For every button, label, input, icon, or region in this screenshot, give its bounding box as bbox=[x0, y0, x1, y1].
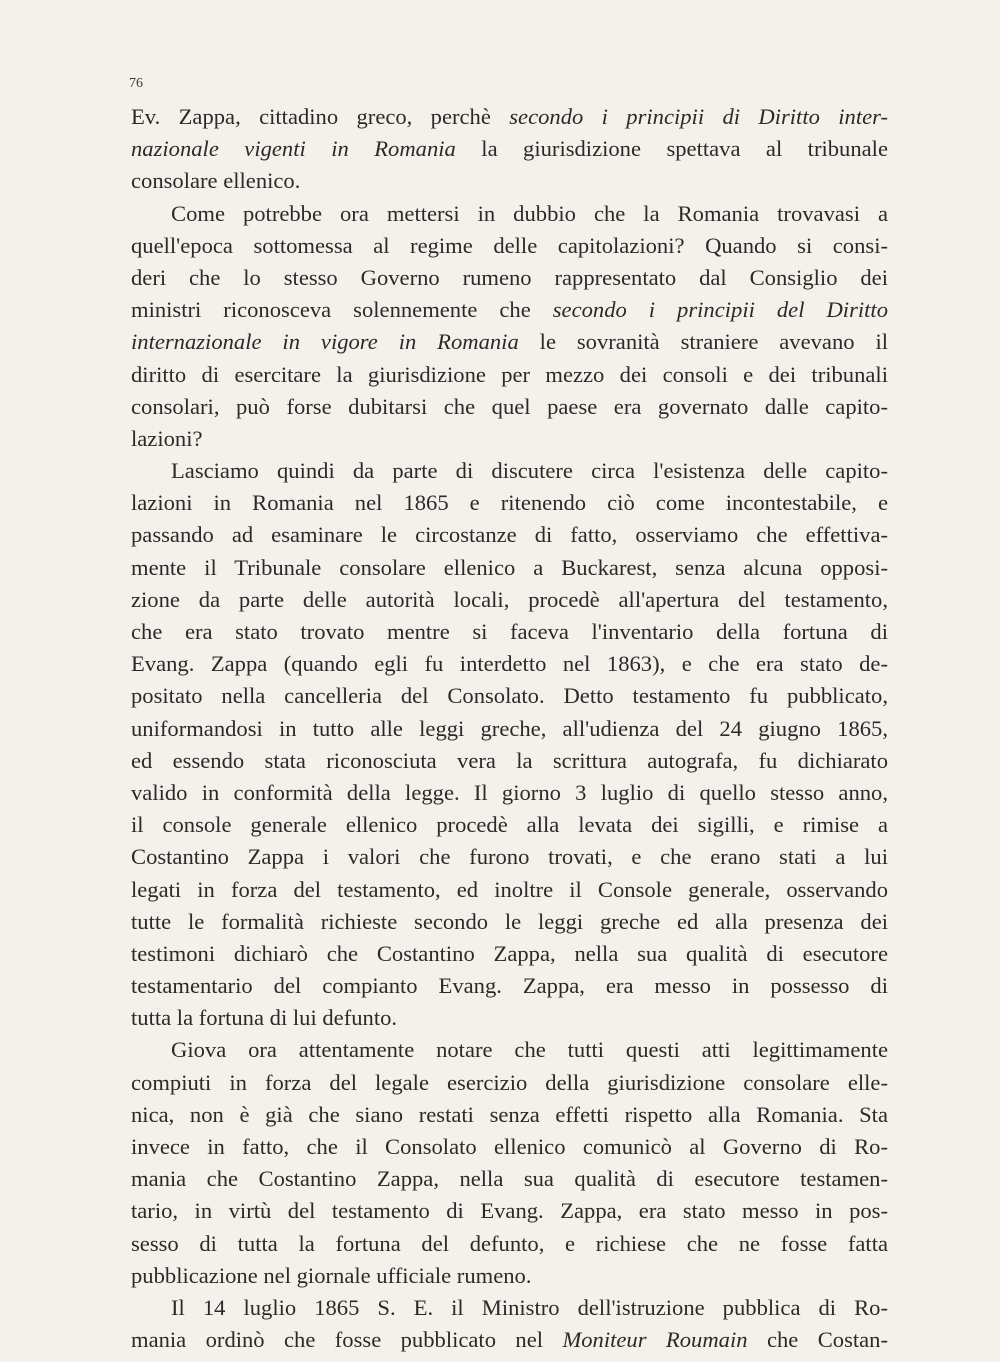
italic-text-segment: Moniteur Roumain bbox=[562, 1327, 748, 1353]
text-line bbox=[131, 487, 888, 519]
text-line bbox=[131, 1067, 888, 1099]
text-segment: deri che lo stesso Governo rumeno rappresentato dal Consiglio dei bbox=[131, 264, 888, 290]
text-segment: pubblicazione nel giornale ufficiale rumeno. bbox=[131, 1262, 532, 1288]
text-segment: le sovranità straniere avevano il bbox=[518, 329, 889, 355]
text-line bbox=[131, 1324, 888, 1356]
text-line bbox=[131, 294, 888, 326]
text-line bbox=[131, 391, 888, 423]
text-segment: Evang. Zappa (quando egli fu interdetto nel 1863), e che era stato de- bbox=[131, 651, 888, 677]
text-segment: invece in fatto, che il Consolato ellenico comunicò al Governo di Ro- bbox=[131, 1134, 888, 1159]
text-segment: mente il Tribunale consolare ellenico a Buckarest, senza alcuna opposi- bbox=[131, 554, 888, 580]
text-segment: passando ad esaminare le circostanze di fatto, osserviamo che effettiva- bbox=[131, 522, 888, 548]
text-segment: consolare ellenico. bbox=[131, 168, 301, 194]
text-line bbox=[131, 1228, 888, 1260]
italic-text-segment: secondo i principii del Diritto bbox=[552, 297, 888, 323]
text-line bbox=[131, 1131, 888, 1163]
text-line bbox=[131, 938, 888, 970]
text-line bbox=[131, 230, 888, 262]
text-line bbox=[131, 1002, 888, 1034]
text-line bbox=[131, 455, 888, 487]
text-segment: compiuti in forza del legale esercizio della giurisdizione consolare elle- bbox=[131, 1069, 888, 1095]
text-segment: mania che Costantino Zappa, nella sua qualità di esecutore testamen- bbox=[131, 1166, 888, 1192]
text-line bbox=[131, 359, 888, 391]
text-line bbox=[131, 1099, 888, 1131]
text-segment: tutta la fortuna di lui defunto. bbox=[131, 1005, 398, 1031]
text-line bbox=[131, 680, 888, 712]
text-line bbox=[131, 101, 888, 133]
text-line bbox=[131, 777, 888, 809]
text-segment: lazioni in Romania nel 1865 e ritenendo ciò come incontestabile, e bbox=[131, 490, 888, 516]
text-segment: ed essendo stata riconosciuta vera la scrittura autografa, fu dichiarato bbox=[131, 747, 888, 773]
text-line bbox=[131, 713, 888, 745]
text-line bbox=[131, 1163, 888, 1195]
text-segment: mania ordinò che fosse pubblicato nel bbox=[131, 1327, 563, 1353]
text-segment: positato nella cancelleria del Consolato. Detto testamento fu pubblicato, bbox=[131, 683, 888, 709]
text-segment: valido in conformità della legge. Il giorno 3 luglio di quello stesso anno, bbox=[131, 779, 888, 805]
text-segment: sesso di tutta la fortuna del defunto, e richiese che ne fosse fatta bbox=[131, 1230, 888, 1256]
text-line bbox=[131, 616, 888, 648]
body-text bbox=[131, 101, 888, 1356]
italic-text-segment: nazionale vigenti in Romania bbox=[131, 136, 456, 162]
text-line bbox=[131, 262, 888, 294]
text-line bbox=[131, 809, 888, 841]
text-segment: zione da parte delle autorità locali, procedè all'apertura del testamento, bbox=[131, 586, 888, 612]
text-line bbox=[131, 1260, 888, 1292]
text-line bbox=[131, 874, 888, 906]
text-segment: Giova ora attentamente notare che tutti questi atti legittimamente bbox=[171, 1037, 888, 1063]
text-segment: uniformandosi in tutto alle leggi greche, all'udienza del 24 giugno 1865, bbox=[131, 715, 888, 741]
text-segment: Lasciamo quindi da parte di discutere circa l'esistenza delle capito- bbox=[171, 458, 888, 484]
text-segment: che Costan- bbox=[747, 1327, 888, 1353]
text-line bbox=[131, 133, 888, 165]
text-segment: Costantino Zappa i valori che furono trovati, e che erano stati a lui bbox=[131, 844, 888, 870]
text-line bbox=[131, 1034, 888, 1066]
text-segment: quell'epoca sottomessa al regime delle capitolazioni? Quando si consi- bbox=[131, 232, 888, 258]
italic-text-segment: secondo i principii di Diritto inter- bbox=[509, 104, 888, 129]
text-line bbox=[131, 1292, 888, 1324]
italic-text-segment: internazionale in vigore in Romania bbox=[131, 329, 519, 355]
text-segment: diritto di esercitare la giurisdizione per mezzo dei consoli e dei tribunali bbox=[131, 361, 888, 387]
text-line bbox=[131, 198, 888, 230]
text-line bbox=[131, 552, 888, 584]
text-segment: consolari, può forse dubitarsi che quel paese era governato dalle capito- bbox=[131, 393, 888, 419]
text-line bbox=[131, 841, 888, 873]
text-line bbox=[131, 584, 888, 616]
text-line bbox=[131, 326, 888, 358]
text-segment: Il 14 luglio 1865 S. E. il Ministro dell'istruzione pubblica di Ro- bbox=[171, 1294, 888, 1320]
text-segment: il console generale ellenico procedè alla levata dei sigilli, e rimise a bbox=[131, 812, 888, 838]
text-line bbox=[131, 745, 888, 777]
page-number: 76 bbox=[129, 76, 143, 91]
text-line bbox=[131, 165, 888, 197]
text-segment: lazioni? bbox=[131, 425, 203, 451]
text-segment: testimoni dichiarò che Costantino Zappa, nella sua qualità di esecutore bbox=[131, 940, 888, 966]
text-segment: tario, in virtù del testamento di Evang. Zappa, era stato messo in pos- bbox=[131, 1198, 888, 1224]
text-line bbox=[131, 648, 888, 680]
text-segment: nica, non è già che siano restati senza effetti rispetto alla Romania. Sta bbox=[131, 1101, 888, 1127]
text-segment: testamentario del compianto Evang. Zappa, era messo in possesso di bbox=[131, 973, 888, 999]
text-segment: la giurisdizione spettava al tribunale bbox=[455, 136, 888, 162]
text-line bbox=[131, 970, 888, 1002]
text-line bbox=[131, 423, 888, 455]
text-segment: legati in forza del testamento, ed inoltre il Console generale, osservando bbox=[131, 876, 888, 902]
text-segment: tutte le formalità richieste secondo le leggi greche ed alla presenza dei bbox=[131, 908, 888, 934]
text-segment: Come potrebbe ora mettersi in dubbio che la Romania trovavasi a bbox=[171, 200, 888, 226]
text-line bbox=[131, 519, 888, 551]
text-segment: Ev. Zappa, cittadino greco, perchè bbox=[131, 104, 510, 129]
text-line bbox=[131, 1195, 888, 1227]
text-line bbox=[131, 906, 888, 938]
text-segment: che era stato trovato mentre si faceva l'inventario della fortuna di bbox=[131, 619, 888, 644]
text-segment: ministri riconosceva solennemente che bbox=[131, 297, 553, 323]
